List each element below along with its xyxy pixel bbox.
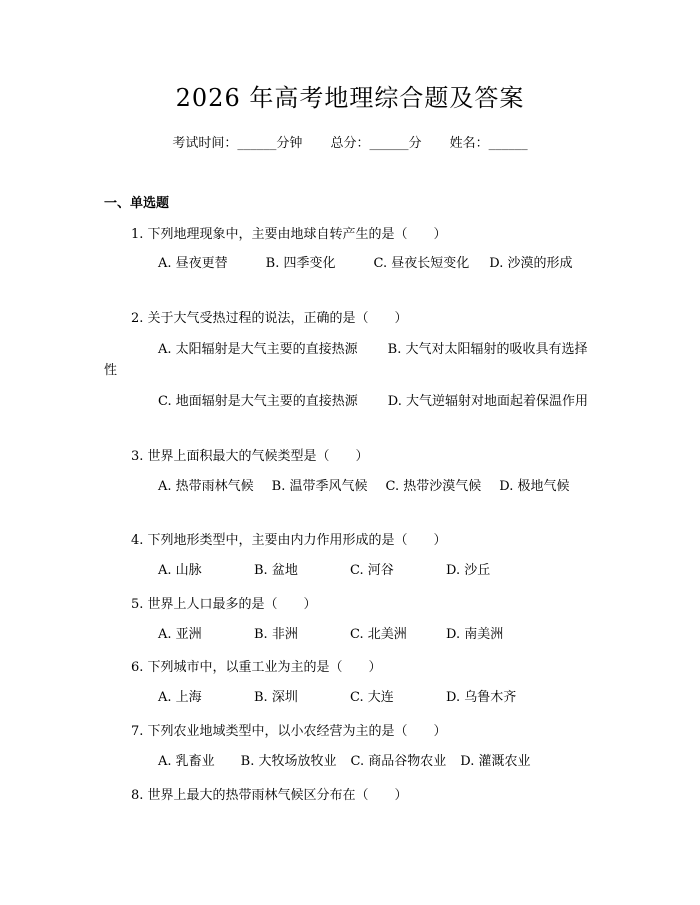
option-1b: B. 四季变化 (265, 256, 336, 271)
option-6a: A. 上海 (158, 690, 202, 705)
score-label: 总分：______分 (330, 136, 422, 151)
option-1d: D. 沙漠的形成 (489, 256, 573, 271)
options-7 (104, 751, 594, 772)
option-5c: C. 北美洲 (350, 627, 407, 642)
question-5: 5. 世界上人口最多的是（ ） (131, 597, 317, 612)
question-6: 6. 下列城市中，以重工业为主的是（ ） (131, 660, 382, 675)
question-8: 8. 世界上最大的热带雨林气候区分布在（ ） (131, 788, 408, 803)
option-2c: C. 地面辐射是大气主要的直接热源 (158, 394, 358, 409)
options-5 (104, 624, 594, 645)
options-3 (104, 476, 594, 497)
options-1 (104, 253, 594, 274)
options-2b (104, 391, 594, 412)
option-4b: B. 盆地 (254, 563, 298, 578)
option-3c: C. 热带沙漠气候 (385, 479, 482, 494)
question-2: 2. 关于大气受热过程的说法，正确的是（ ） (131, 311, 408, 326)
name-label: 姓名：______ (449, 136, 528, 151)
options-4 (104, 560, 594, 581)
option-2d: D. 大气逆辐射对地面起着保温作用 (387, 394, 588, 409)
option-1c: C. 昼夜长短变化 (373, 256, 470, 271)
exam-info (0, 132, 700, 151)
option-3b: B. 温带季风气候 (271, 479, 368, 494)
option-5a: A. 亚洲 (158, 627, 202, 642)
section-title: 一、单选题 (104, 196, 170, 211)
time-label: 考试时间：______分钟 (172, 136, 303, 151)
option-4d: D. 沙丘 (446, 563, 491, 578)
option-3d: D. 极地气候 (499, 479, 570, 494)
option-4a: A. 山脉 (158, 563, 202, 578)
option-6c: C. 大连 (350, 690, 394, 705)
option-1a: A. 昼夜更替 (158, 256, 228, 271)
option-7b: B. 大牧场放牧业 (240, 754, 337, 769)
option-2b: B. 大气对太阳辐射的吸收具有选择性 (104, 342, 588, 378)
option-6d: D. 乌鲁木齐 (446, 690, 517, 705)
question-1: 1. 下列地理现象中，主要由地球自转产生的是（ ） (131, 227, 447, 242)
option-5d: D. 南美洲 (446, 627, 504, 642)
question-7: 7. 下列农业地域类型中，以小农经营为主的是（ ） (131, 724, 447, 739)
question-3: 3. 世界上面积最大的气候类型是（ ） (131, 449, 369, 464)
option-7d: D. 灌溉农业 (460, 754, 531, 769)
option-7a: A. 乳畜业 (158, 754, 215, 769)
option-5b: B. 非洲 (254, 627, 298, 642)
options-2a (104, 339, 594, 381)
option-3a: A. 热带雨林气候 (158, 479, 254, 494)
options-6 (104, 687, 594, 708)
question-4: 4. 下列地形类型中，主要由内力作用形成的是（ ） (131, 533, 447, 548)
option-2a: A. 太阳辐射是大气主要的直接热源 (158, 342, 358, 357)
page-title: 2026 年高考地理综合题及答案 (175, 84, 525, 112)
option-7c: C. 商品谷物农业 (350, 754, 447, 769)
option-4c: C. 河谷 (350, 563, 394, 578)
option-6b: B. 深圳 (254, 690, 298, 705)
